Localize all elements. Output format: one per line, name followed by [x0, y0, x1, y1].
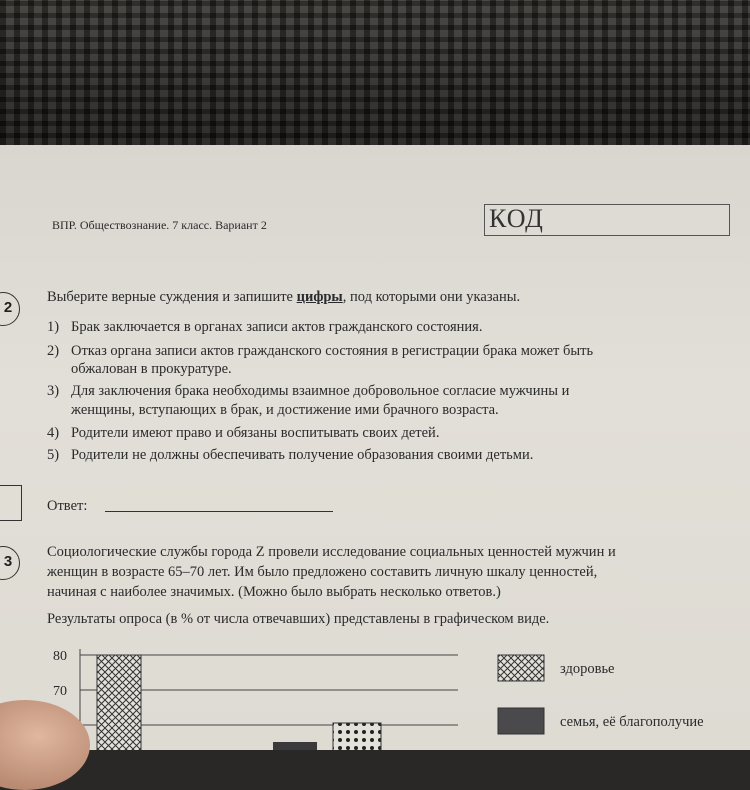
question-3-line-1: Социологические службы города Z провели исследование социальных ценностей мужчин и: [47, 544, 616, 560]
option-2: 2) Отказ органа записи актов гражданского состояния в регистрации брака может быть: [47, 343, 594, 359]
option-5: 5) Родители не должны обеспечивать получение образования своими детьми.: [47, 447, 534, 463]
question-2-prompt: Выберите верные суждения и запишите цифры, под которыми они указаны.: [47, 289, 521, 305]
question-3-line-4: Результаты опроса (в % от числа отвечавших) представлены в графическом виде.: [47, 611, 550, 627]
option-1: 1) Брак заключается в органах записи актов гражданского состояния.: [47, 319, 483, 335]
option-3-cont: женщины, вступающих в брак, и достижение ими брачного возраста.: [71, 402, 499, 418]
legend-label: семья, её благополучие: [560, 714, 704, 730]
bar-dotted: [333, 723, 381, 750]
option-4: 4) Родители имеют право и обязаны воспитывать своих детей.: [47, 425, 440, 441]
option-2-cont: обжалован в прокуратуре.: [71, 361, 232, 377]
question-number-badge: 2: [0, 292, 20, 326]
question-3-line-2: женщин в возрасте 65–70 лет. Им было предложено составить личную шкалу ценностей,: [47, 564, 598, 580]
code-label: КОД: [489, 204, 544, 233]
answer-label: Ответ:: [47, 498, 88, 514]
y-tick-label: 70: [53, 684, 67, 699]
y-tick-label: 80: [53, 649, 67, 664]
legend-swatch: [498, 655, 544, 681]
bar-health: [97, 655, 141, 750]
option-3: 3) Для заключения брака необходимы взаимное добровольное согласие мужчины и: [47, 383, 570, 399]
prompt-emphasis: цифры: [296, 289, 343, 305]
legend-label: здоровье: [560, 661, 615, 677]
question-3-line-3: начиная с наиболее значимых. (Можно было выбрать несколько ответов.): [47, 584, 501, 600]
page-header-title: ВПР. Обществознание. 7 класс. Вариант 2: [52, 218, 267, 232]
question-number-badge: 3: [0, 546, 20, 580]
legend-swatch: [498, 708, 544, 734]
bar-dark: [273, 742, 317, 750]
